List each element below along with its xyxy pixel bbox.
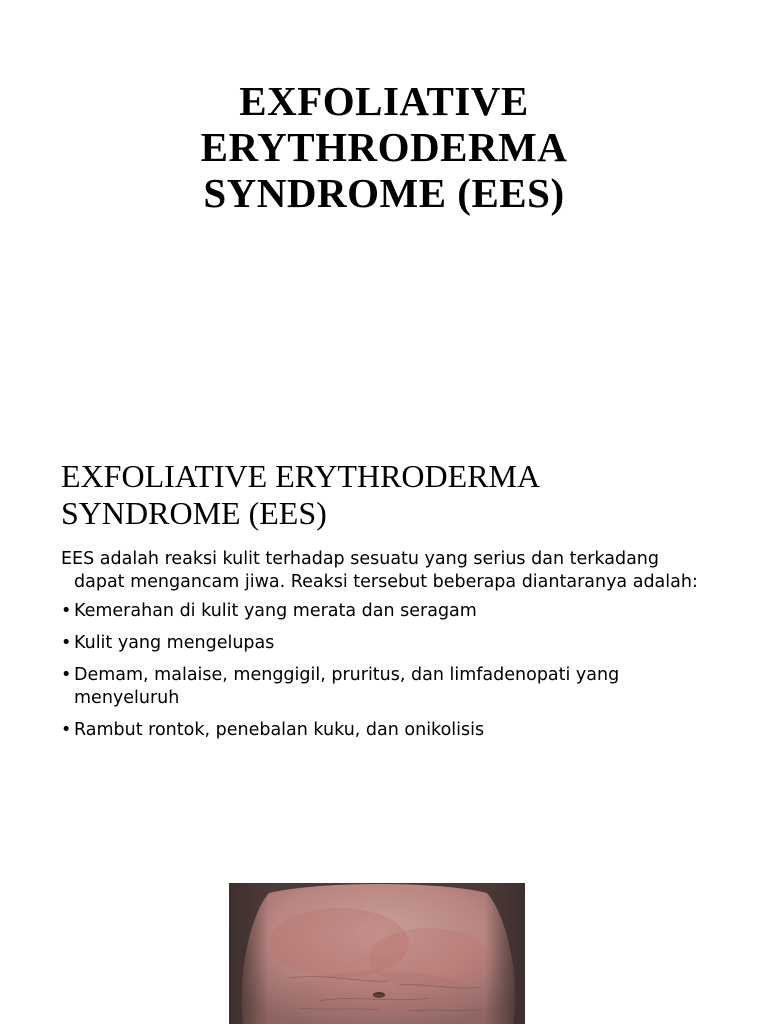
title-line: EXFOLIATIVE ERYTHRODERMA	[61, 458, 541, 494]
list-item	[61, 632, 741, 655]
list-item-text: Kulit yang mengelupas	[74, 633, 275, 653]
title-line: SYNDROME (EES)	[203, 170, 565, 216]
list-item	[61, 719, 741, 742]
list-item-text: menyeluruh	[74, 688, 180, 708]
list-item-text: Rambut rontok, penebalan kuku, dan onikolisis	[74, 720, 485, 740]
bullet-icon: •	[61, 720, 72, 740]
slide-2-title	[61, 458, 741, 532]
slide-title	[0, 0, 768, 432]
list-item	[61, 664, 741, 710]
slide-1-title	[0, 78, 768, 216]
intro-line: EES adalah reaksi kulit terhadap sesuatu yang serius dan terkadang	[61, 549, 660, 569]
list-item-text: Demam, malaise, menggigil, pruritus, dan limfadenopati yang	[74, 665, 620, 685]
symptom-list	[61, 600, 741, 742]
bullet-icon: •	[61, 601, 72, 621]
intro-line: dapat mengancam jiwa. Reaksi tersebut beberapa diantaranya adalah:	[74, 572, 698, 592]
bullet-icon: •	[61, 633, 72, 653]
skin-photo	[229, 883, 525, 1024]
slide-photo	[0, 880, 768, 1024]
skin-photo-image	[229, 883, 525, 1024]
intro-paragraph	[61, 548, 741, 594]
list-item	[61, 600, 741, 623]
title-line: EXFOLIATIVE	[239, 78, 529, 124]
bullet-icon: •	[61, 665, 72, 685]
slide-content	[0, 432, 768, 880]
list-item-text: Kemerahan di kulit yang merata dan seragam	[74, 601, 477, 621]
title-line: SYNDROME (EES)	[61, 495, 327, 531]
title-line: ERYTHRODERMA	[200, 124, 568, 170]
slide-2-body	[61, 548, 741, 751]
